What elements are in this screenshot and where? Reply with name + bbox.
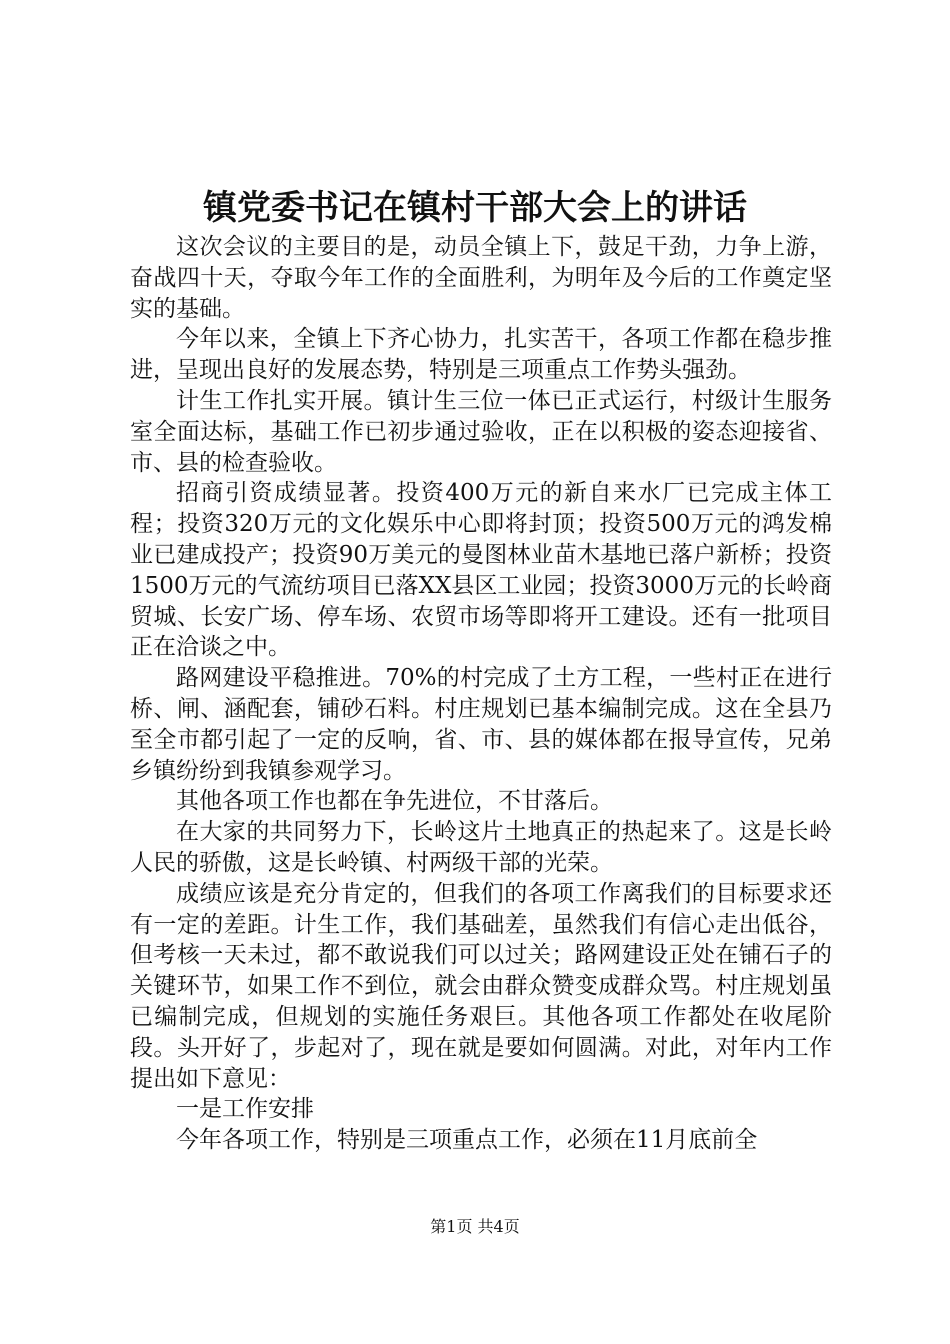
page-indicator: 第1页 共4页	[430, 1217, 520, 1236]
paragraph: 今年以来，全镇上下齐心协力，扎实苦干，各项工作都在稳步推进，呈现出良好的发展态势，特别是三项重点工作势头强劲。	[130, 326, 832, 384]
paragraph: 在大家的共同努力下，长岭这片土地真正的热起来了。这是长岭人民的骄傲，这是长岭镇、村两级干部的光荣。	[130, 819, 832, 876]
paragraph: 成绩应该是充分肯定的，但我们的各项工作离我们的目标要求还有一定的差距。计生工作，我们基础差，虽然我们有信心走出低谷，但考核一天未过，都不敢说我们可以过关；路网建设正处在铺石子的关键环节，如果工作不到位，就会由群众赞变成群众骂。村庄规划虽已编制完成，但规划的实施任务艰巨。其他各项工作都处在收尾阶段。头开好了，步起对了，现在就是要如何圆满。对此，对年内工作提出如下意见：	[130, 880, 832, 1092]
paragraph: 路网建设平稳推进。70%的村完成了土方工程，一些村正在进行桥、闸、涵配套，铺砂石料。村庄规划已基本编制完成。这在全县乃至全市都引起了一定的反响，省、市、县的媒体都在报导宣传，兄弟乡镇纷纷到我镇参观学习。	[130, 665, 832, 784]
paragraph: 其他各项工作也都在争先进位，不甘落后。	[176, 788, 613, 815]
section-heading: 一是工作安排	[176, 1096, 314, 1123]
paragraph: 这次会议的主要目的是，动员全镇上下，鼓足干劲，力争上游，奋战四十天，夺取今年工作的全面胜利，为明年及今后的工作奠定坚实的基础。	[130, 234, 832, 322]
paragraph: 今年各项工作，特别是三项重点工作，必须在11月底前全	[176, 1127, 758, 1154]
document-title: 镇党委书记在镇村干部大会上的讲话	[203, 188, 747, 228]
paragraph: 招商引资成绩显著。投资400万元的新自来水厂已完成主体工程；投资320万元的文化娱乐中心即将封顶；投资500万元的鸿发棉业已建成投产；投资90万美元的曼图林业苗木基地已落户新桥；投资1500万元的气流纺项目已落XX县区工业园；投资3000万元的长岭商贸城、长安广场、停车场、农贸市场等即将开工建设。还有一批项目正在洽谈之中。	[130, 480, 832, 661]
document-body	[130, 232, 832, 1156]
paragraph: 计生工作扎实开展。镇计生三位一体已正式运行，村级计生服务室全面达标，基础工作已初步通过验收，正在以积极的姿态迎接省、市、县的检查验收。	[130, 387, 832, 476]
page-footer	[0, 1216, 950, 1238]
